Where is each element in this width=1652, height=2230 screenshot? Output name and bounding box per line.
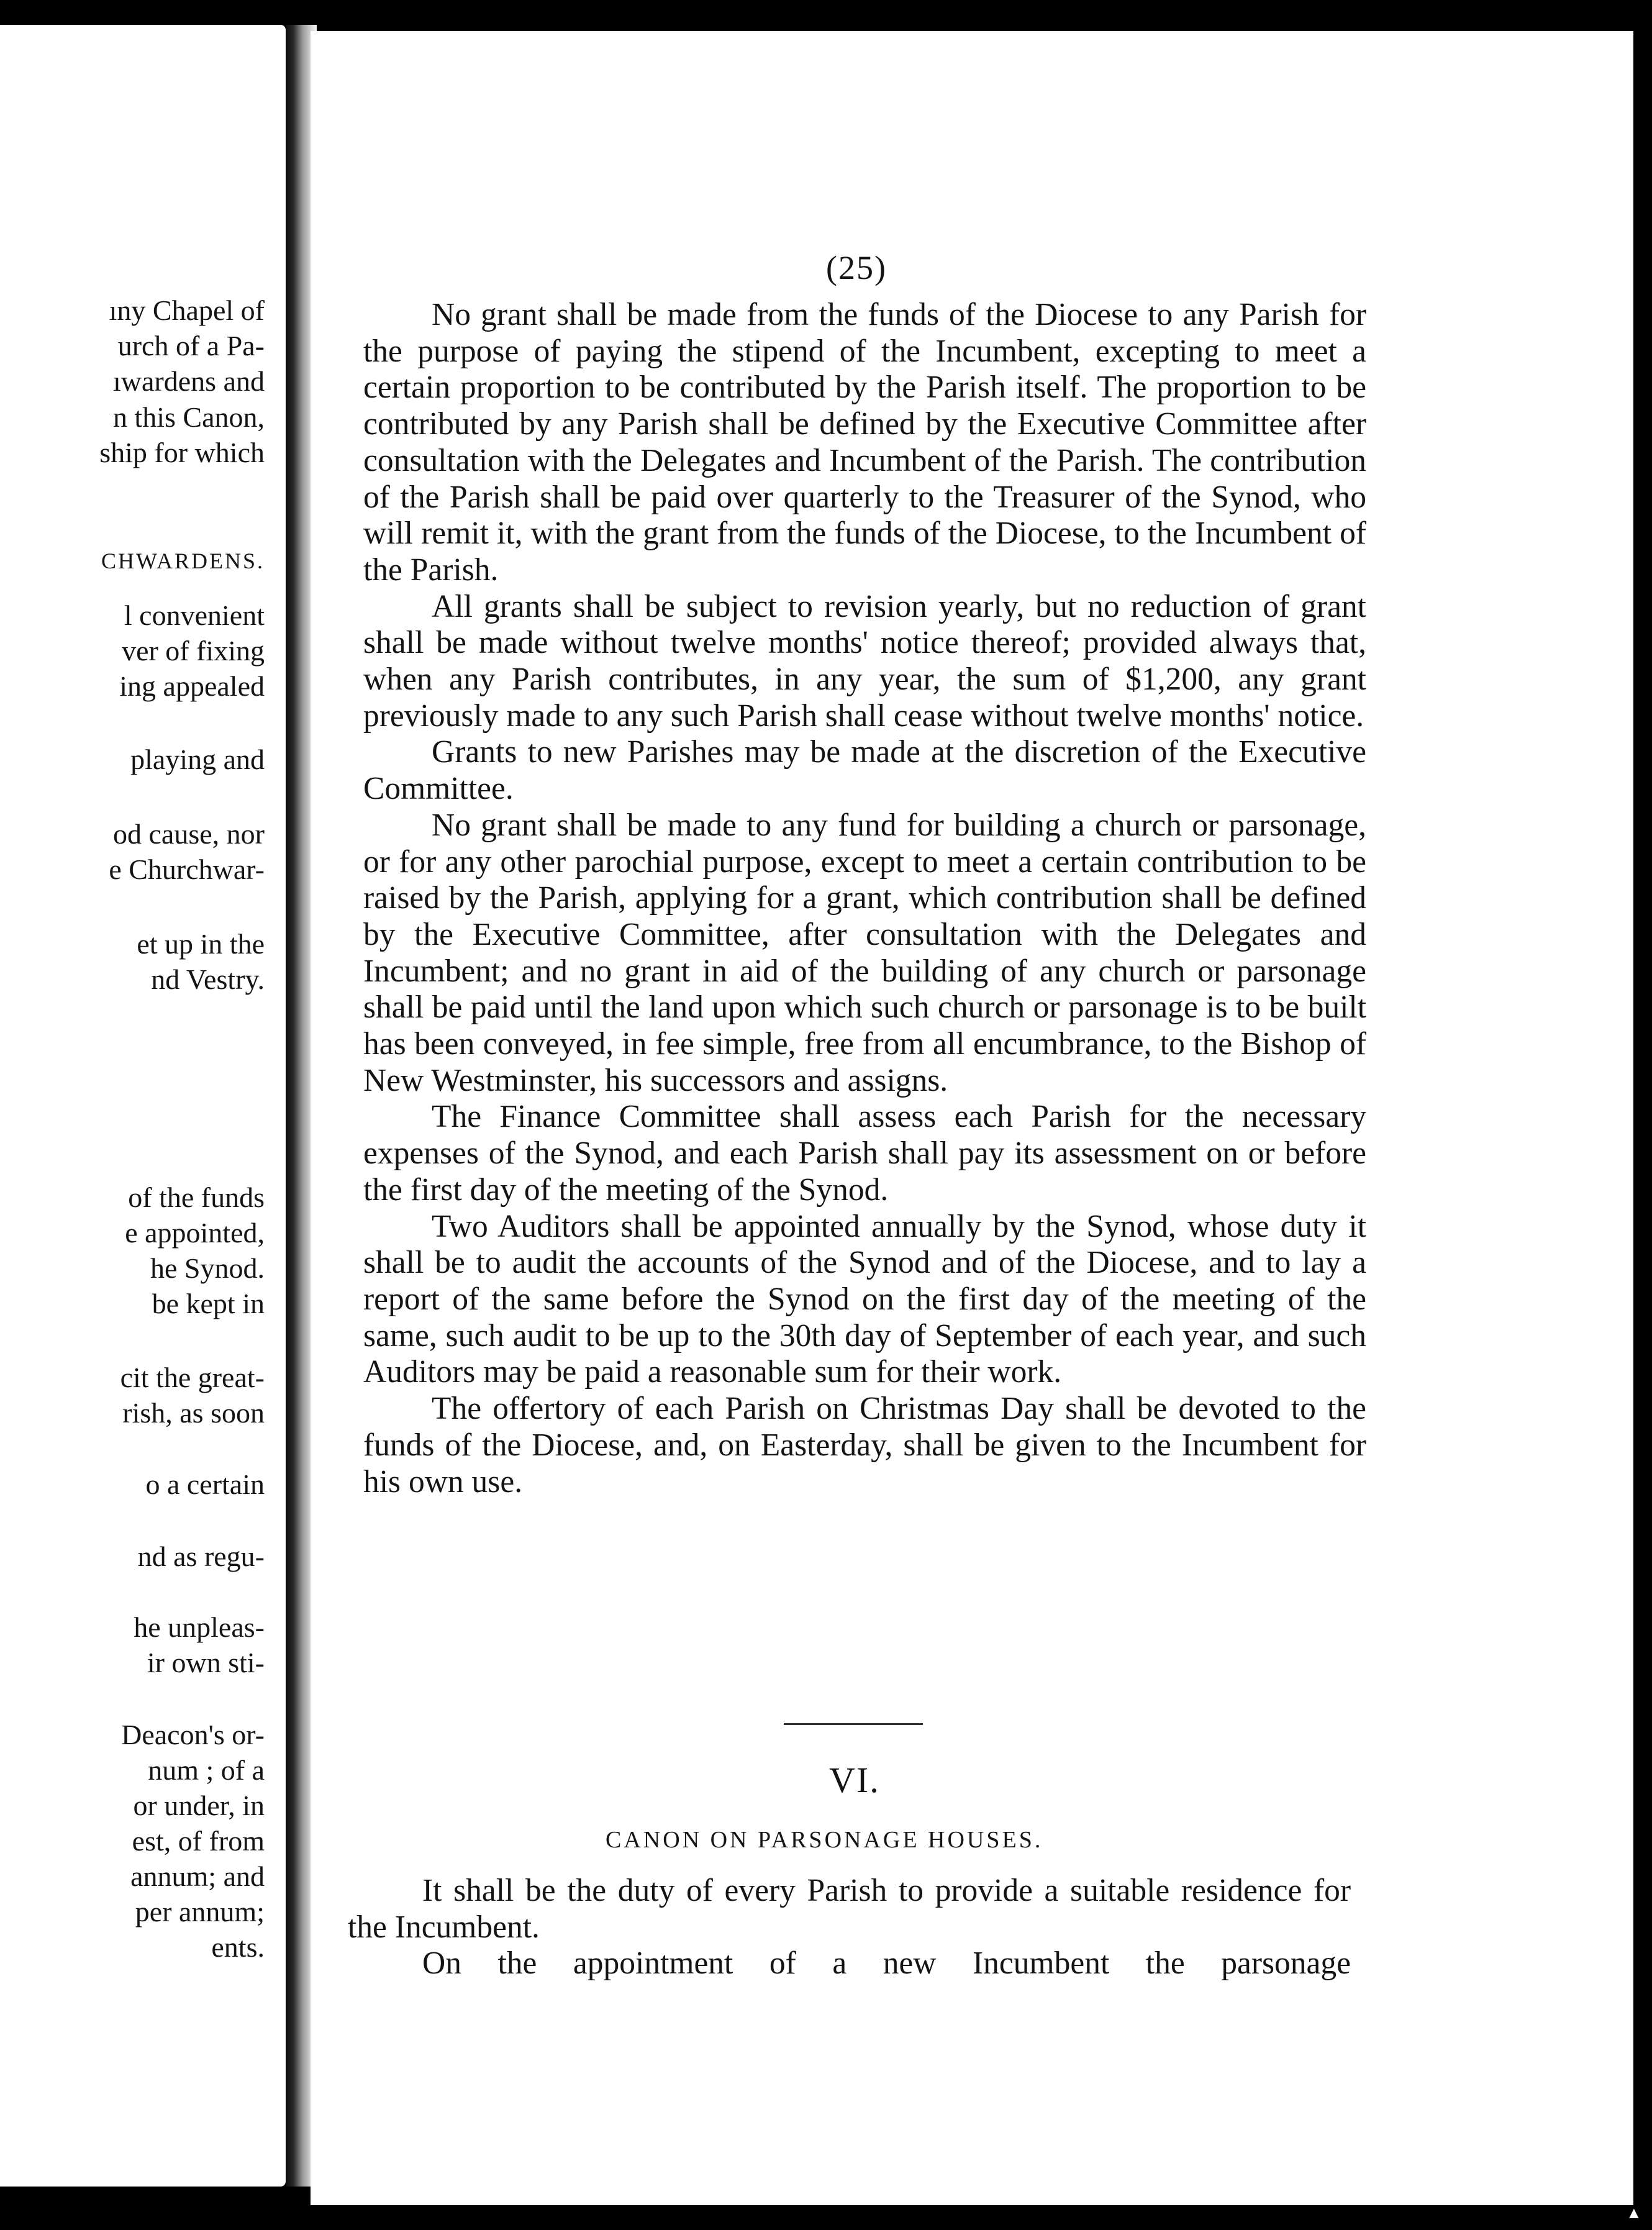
section-text-block bbox=[348, 1873, 1351, 1982]
left-text-line: est, of from bbox=[132, 1825, 265, 1857]
paragraph: On the appointment of a new Incumbent the parsonage bbox=[422, 1946, 1351, 1982]
page-number: (25) bbox=[826, 249, 887, 286]
left-page-fragment bbox=[0, 25, 286, 2187]
left-text-line: annum; and bbox=[130, 1860, 265, 1892]
left-text-line: l convenient bbox=[124, 599, 265, 631]
left-text-line: ing appealed bbox=[119, 670, 265, 702]
left-text-line: per annum; bbox=[135, 1896, 265, 1927]
left-text-line: of the funds bbox=[128, 1181, 265, 1213]
left-text-line: CHWARDENS. bbox=[101, 548, 265, 573]
left-text-line: playing and bbox=[130, 744, 265, 775]
section-number: VI. bbox=[829, 1760, 880, 1800]
left-text-line: he Synod. bbox=[150, 1252, 265, 1284]
paragraph: Two Auditors shall be appointed annually by the Synod, whose duty it shall be to audit the accounts of the Synod and of the Diocese, and to lay a report of the same before the Synod on the first day of the meeting of the same, such audit to be up to the 30th day of September of each year, and such Auditors may be paid a reasonable sum for their work. bbox=[363, 1208, 1366, 1390]
scan-corner-mark: ▲ bbox=[1626, 2204, 1642, 2222]
paragraph: The offertory of each Parish on Christmas Day shall be devoted to the funds of the Diocese, and, on Easterday, shall be given to the Incumbent for his own use. bbox=[363, 1391, 1366, 1500]
left-text-line: nd Vestry. bbox=[151, 963, 265, 995]
left-text-line: n this Canon, bbox=[112, 401, 265, 433]
left-text-line: nd as regu- bbox=[137, 1541, 265, 1572]
left-text-line: Deacon's or- bbox=[121, 1719, 265, 1750]
left-text-line: urch of a Pa- bbox=[117, 330, 265, 362]
left-text-line: or under, in bbox=[133, 1790, 265, 1821]
left-text-line: ver of fixing bbox=[122, 635, 265, 667]
main-text-block bbox=[363, 297, 1366, 1500]
section-heading: CANON ON PARSONAGE HOUSES. bbox=[606, 1827, 1043, 1853]
left-text-line: od cause, nor bbox=[113, 818, 265, 850]
left-text-line: num ; of a bbox=[148, 1754, 265, 1786]
left-text-line: e Churchwar- bbox=[109, 853, 265, 885]
left-text-line: e appointed, bbox=[125, 1217, 265, 1249]
left-text-line: ir own sti- bbox=[147, 1647, 265, 1678]
paragraph: No grant shall be made to any fund for building a church or parsonage, or for any other parochial purpose, except to meet a certain contribution to be raised by the Parish, applying for a grant, which contribution shall be defined by the Executive Committee, after consultation with the Delegates and Incumbent; and no grant in aid of the building of any church or parsonage shall be paid until the land upon which such church or parsonage is to be built has been conveyed, in fee simple, free from all encumbrance, to the Bishop of New Westminster, his successors and assigns. bbox=[363, 807, 1366, 1098]
left-text-line: he unpleas- bbox=[134, 1611, 265, 1643]
paragraph: Grants to new Parishes may be made at the discretion of the Executive Committee. bbox=[363, 734, 1366, 807]
left-text-line: o a certain bbox=[145, 1468, 265, 1500]
paragraph: It shall be the duty of every Parish to provide a suitable residence for the Incumbent. bbox=[348, 1873, 1351, 1945]
paragraph: The Finance Committee shall assess each Parish for the necessary expenses of the Synod, and each Parish shall pay its assessment on or before the first day of the meeting of the Synod. bbox=[363, 1099, 1366, 1208]
left-text-line: ıwardens and bbox=[113, 365, 265, 397]
left-text-line: be kept in bbox=[152, 1288, 265, 1319]
section-divider bbox=[784, 1723, 923, 1725]
paragraph: All grants shall be subject to revision yearly, but no reduction of grant shall be made without twelve months' notice thereof; provided always that, when any Parish contributes, in any year, the sum of $1,200, any grant previously made to any such Parish shall cease without twelve months' notice. bbox=[363, 588, 1366, 734]
paragraph: No grant shall be made from the funds of the Diocese to any Parish for the purpose of paying the stipend of the Incumbent, excepting to meet a certain proportion to be contributed by the Parish itself. The proportion to be contributed by any Parish shall be defined by the Executive Committee after consultation with the Delegates and Incumbent of the Parish. The contribution of the Parish shall be paid over quarterly to the Treasurer of the Synod, who will remit it, with the grant from the funds of the Diocese, to the Incumbent of the Parish. bbox=[363, 297, 1366, 588]
left-text-line: ıny Chapel of bbox=[109, 294, 265, 326]
left-text-line: rish, as soon bbox=[122, 1397, 265, 1429]
left-text-line: cit the great- bbox=[120, 1362, 265, 1393]
left-text-line: ship for which bbox=[99, 437, 265, 468]
left-text-line: et up in the bbox=[137, 928, 265, 960]
left-text-line: ents. bbox=[211, 1931, 265, 1963]
